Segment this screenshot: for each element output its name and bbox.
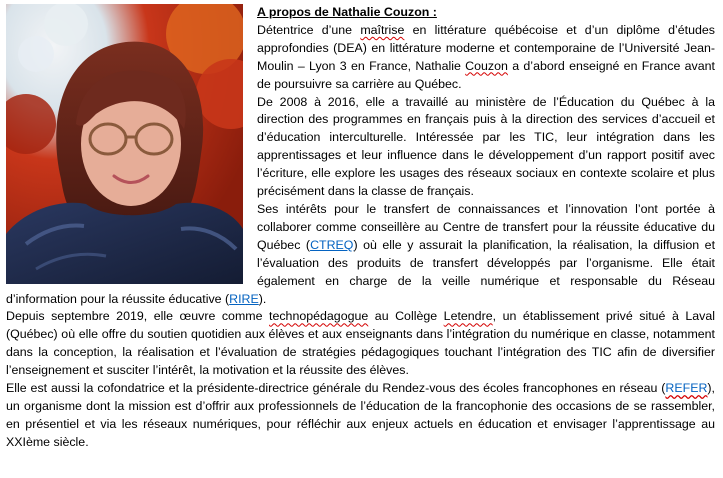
text-run: , un établissement privé situé à Laval (Québec) où elle offre du soutien quotidien aux élèves et aux enseignants dans l’intégration du numérique en classe, notamment dans la conception, la réalisation et l’évaluation de stratégies pédagogiques touchant l’intégration des TIC afin de diversifier l’enseignement et susciter l’intérêt, la motivation et la réussite des élèves. [6,309,716,378]
page-title: A propos de Nathalie Couzon : [257,5,437,19]
text-run: ), un organisme dont la mission est d’offrir aux professionnels de l’éducation de la francophonie des occasions de se rassembler, en présentiel et via les réseaux numériques, pour réfléchir aux enjeux actuels en éducation et envisager l’apprentissage au XXIème siècle. [6,381,715,449]
portrait-image [6,4,243,284]
text-run: au Collège [368,309,444,324]
text-run: en littérature québécoise et d’un diplôme d’études approfondies (DEA) en littérature moderne et contemporaine de l’Université Jean-Moulin – Lyon 3 en France, Nathalie [257,22,715,73]
text-run-flagged: maîtrise [360,22,405,37]
paragraph-refer [6,380,715,452]
text-run: Détentrice d’une [257,22,361,37]
text-run: Elle est aussi la cofondatrice et la présidente-directrice générale du Rendez-vous des écoles francophones en réseau ( [6,381,666,396]
text-run: Depuis septembre 2019, elle œuvre comme [6,309,270,324]
paragraph-ministry: De 2008 à 2016, elle a travaillé au ministère de l’Éducation du Québec à la direction des programmes en français puis à la direction des services d’accueil et d’éducation interculturelle. Intéressée par les TIC, leur intégration dans les apprentissages et leur influence dans le développement d’un rapport positif avec l’écriture, elle explore les usages des réseaux sociaux en contexte scolaire et plus précisément dans la classe de français. [257,94,715,199]
text-run: ) où elle y assurait la planification, la réalisation, la diffusion et l’évaluation des produits de transfert développés par l’organisme. Elle était également en charge de la veille numérique et responsable du Réseau d’information pour la réussite éducative ( [6,237,716,306]
rire-link[interactable]: RIRE [229,291,259,306]
text-run: a d’abord enseigné en France avant de poursuivre sa carrière au Québec. [257,58,715,91]
text-run-flagged: Couzon [465,58,508,73]
sky-patch [44,4,88,46]
refer-link[interactable]: REFER [665,381,708,396]
document-page [6,4,715,452]
text-run-flagged: technopédagogue [269,309,369,324]
text-run-flagged: Letendre [443,309,493,324]
text-run: Ses intérêts pour le transfert de connaissances et l’innovation l’ont portée à collaborer comme conseillère au Centre de transfert pour la réussite éducative du Québec ( [257,201,715,252]
text-run: ). [258,291,267,306]
ctreq-link[interactable]: CTREQ [310,237,354,252]
portrait-photo [6,4,243,284]
sky-patch [18,36,54,72]
paragraph-college [6,308,715,380]
